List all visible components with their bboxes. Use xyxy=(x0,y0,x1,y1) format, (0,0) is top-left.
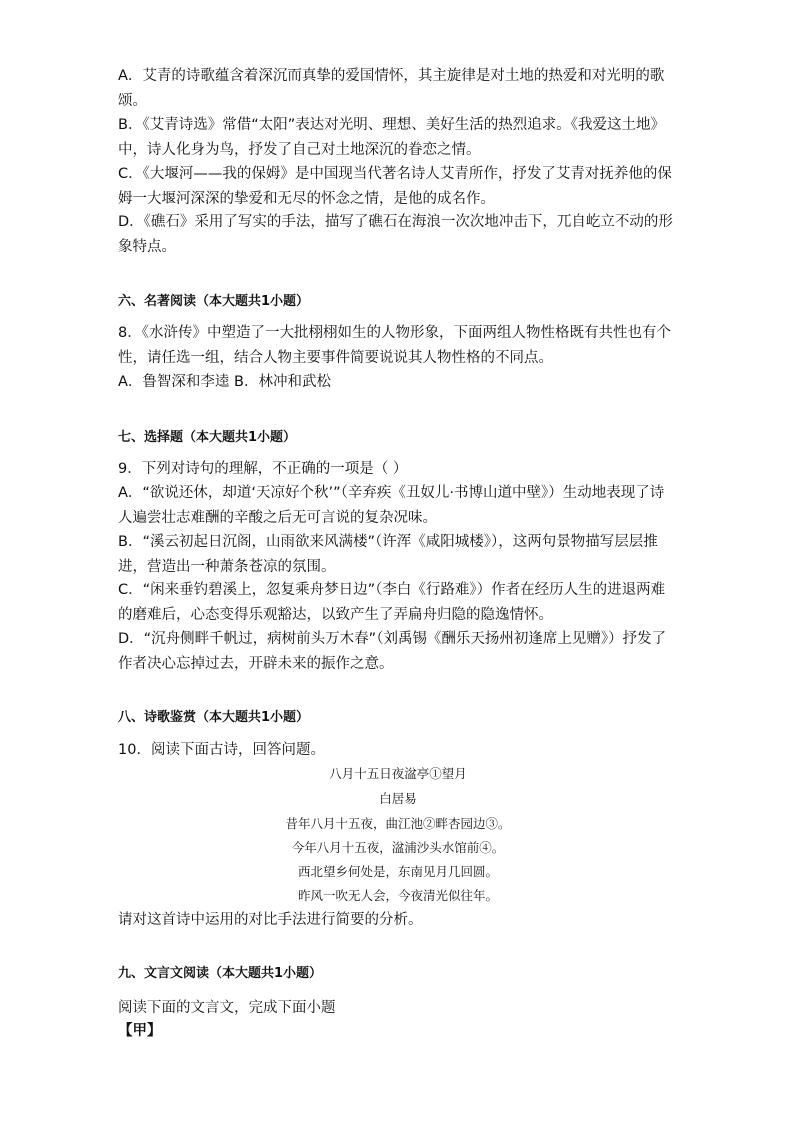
option-c-section5: C．《大堰河——我的保姆》是中国现当代著名诗人艾青所作，抒发了艾青对抚养他的保姆一大堰河深深的挚爱和无尽的怀念之情，是他的成名作。 xyxy=(118,166,672,207)
poem-title: 八月十五日夜湓亭①望月 xyxy=(329,766,467,781)
section9-heading: 九、文言文阅读（本大题共1小题） xyxy=(118,966,323,981)
question-9-option-a: A．“欲说还休，却道‘天凉好个秋’”（辛弃疾《丑奴儿·书博山道中壁》）生动地表现了诗人遍尝壮志难酬的辛酸之后无可言说的复杂况味。 xyxy=(118,485,665,526)
poem-author: 白居易 xyxy=(379,791,417,806)
question-10: 10．阅读下面古诗，回答问题。 xyxy=(118,742,325,758)
option-b-section5: B．《艾青诗选》常借“太阳”表达对光明、理想、美好生活的热烈追求。《我爱这土地》中，诗人化身为鸟，抒发了自己对土地深沉的眷恋之情。 xyxy=(118,117,665,158)
section6-heading: 六、名著阅读（本大题共1小题） xyxy=(118,294,310,309)
question-10-prompt: 请对这首诗中运用的对比手法进行简要的分析。 xyxy=(118,912,423,928)
section9-intro: 阅读下面的文言文，完成下面小题 xyxy=(118,1000,336,1016)
question-8: 8．《水浒传》中塑造了一大批栩栩如生的人物形象，下面两组人物性格既有共性也有个性，请任选一组，结合人物主要事件简要说说其人物性格的不同点。 xyxy=(118,325,671,366)
question-9-option-d: D．“沉舟侧畔千帆过，病树前头万木春”（刘禹锡《酬乐天扬州初逢席上见赠》）抒发了作者决心忘掉过去，开辟未来的振作之意。 xyxy=(118,631,667,672)
option-a-section5: A．艾青的诗歌蕴含着深沉而真挚的爱国情怀，其主旋律是对土地的热爱和对光明的歌颂。 xyxy=(118,68,665,109)
section8-heading: 八、诗歌鉴赏（本大题共1小题） xyxy=(118,710,310,725)
poem-line: 昨风一吹无人会，今夜清光似往年。 xyxy=(297,888,498,903)
question-8-options: A．鲁智深和李逵 B．林冲和武松 xyxy=(118,374,331,390)
question-9: 9．下列对诗句的理解，不正确的一项是（ ） xyxy=(118,461,408,477)
section9-label: 【甲】 xyxy=(118,1023,162,1039)
poem-line: 西北望乡何处是，东南见月几回圆。 xyxy=(297,864,498,879)
poem-line: 昔年八月十五夜，曲江池②畔杏园边③。 xyxy=(285,816,511,831)
question-9-option-b: B．“溪云初起日沉阁，山雨欲来风满楼”（许浑《咸阳城楼》），这两句景物描写层层推进，营造出一种萧条苍凉的氛围。 xyxy=(118,534,658,575)
section7-heading: 七、选择题（本大题共1小题） xyxy=(118,430,297,445)
question-9-option-c: C．“闲来垂钓碧溪上，忽复乘舟梦日边”（李白《行路难》）作者在经历人生的进退两难的磨难后，心态变得乐观豁达，以致产生了弄扁舟归隐的隐逸情怀。 xyxy=(118,582,666,623)
poem-line: 今年八月十五夜，湓浦沙头水馆前④。 xyxy=(291,840,505,855)
option-d-section5: D．《礁石》采用了写实的手法，描写了礁石在海浪一次次地冲击下，兀自屹立不动的形象特点。 xyxy=(118,214,673,255)
